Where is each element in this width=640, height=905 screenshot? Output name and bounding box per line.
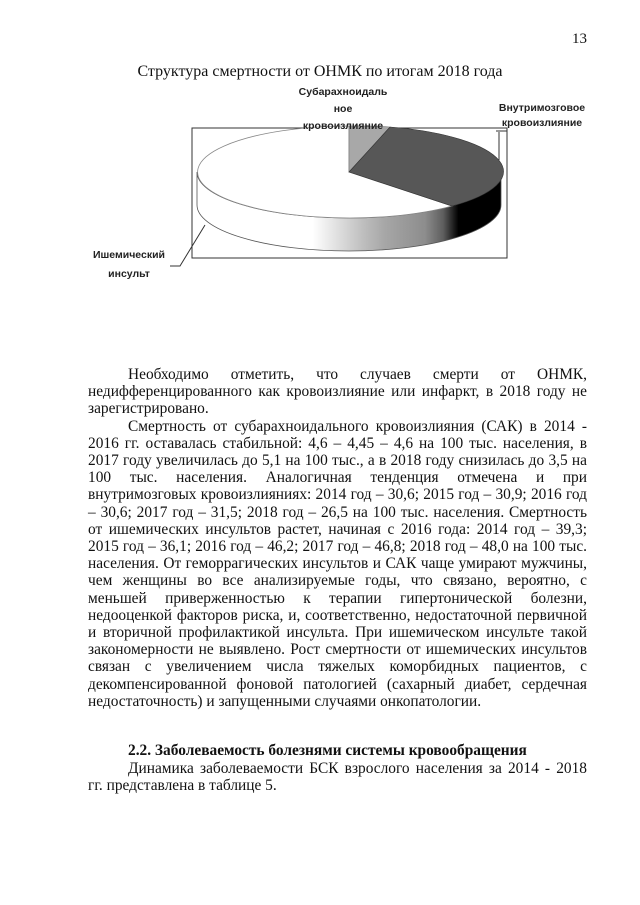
page-number: 13: [572, 31, 587, 47]
body-text: [88, 366, 587, 710]
section-heading: 2.2. Заболеваемость болезнями системы кровообращения: [128, 742, 527, 759]
label-sah: [282, 84, 404, 135]
body-text-section: [88, 760, 587, 794]
label-sah-line: кровоизлияние: [302, 120, 384, 132]
label-ischemic: [74, 246, 184, 284]
label-ich-line: кровоизлияние: [501, 117, 583, 129]
label-ischemic-line: инсульт: [108, 268, 150, 280]
label-sah-line: ное: [333, 103, 353, 115]
label-sah-line: Субарахноидаль: [298, 86, 388, 98]
paragraph-mortality-dynamics: Смертность от субарахноидального кровоизлияния (САК) в 2014 - 2016 гг. оставалась стабильной: 4,6 – 4,45 – 4,6 на 100 тыс. населения, в 2017 году увеличилась до 5,1 на 100 тыс., а в 2018 году снизилась до 3,5 на 100 тыс. населения. Аналогичная тенденция отмечена и при внутримозговых кровоизлияниях: 2014 год – 30,6; 2015 год – 30,9; 2016 год – 30,6; 2017 год – 31,5; 2018 год – 26,5 на 100 тыс. населения. Смертность от ишемических инсультов растет, начиная с 2016 года: 2014 год – 39,3; 2015 год – 36,1; 2016 год – 46,2; 2017 год – 46,8; 2018 год – 48,0 на 100 тыс. населения. От геморрагических инсультов и САК чаще умирают мужчины, чем женщины во все анализируемые годы, что связано, вероятно, с меньшей приверженностью к терапии гипертонической болезни, недооценкой факторов риска, и, соответственно, недостаточной первичной и вторичной профилактикой инсульта. При ишемическом инсульте такой закономерности не выявлено. Рост смертности от ишемических инсультов связан с увеличением числа тяжелых коморбидных пациентов, с декомпенсированной фоновой патологией (сахарный диабет, сердечная недостаточность) и запущенными случаями онкопатологии.: [88, 417, 587, 710]
label-ischemic-line: Ишемический: [92, 249, 166, 261]
paragraph-table-reference: Динамика заболеваемости БСК взрослого населения за 2014 - 2018 гг. представлена в таблице 5.: [88, 760, 587, 795]
label-ich: [488, 101, 596, 131]
label-ich-line: Внутримозговое: [498, 102, 586, 114]
chart-title: Структура смертности от ОНМК по итогам 2018 года: [137, 63, 503, 80]
paragraph-undifferentiated: Необходимо отметить, что случаев смерти от ОНМК, недифференцированного как кровоизлияние или инфаркт, в 2018 году не зарегистрировано.: [88, 366, 587, 418]
